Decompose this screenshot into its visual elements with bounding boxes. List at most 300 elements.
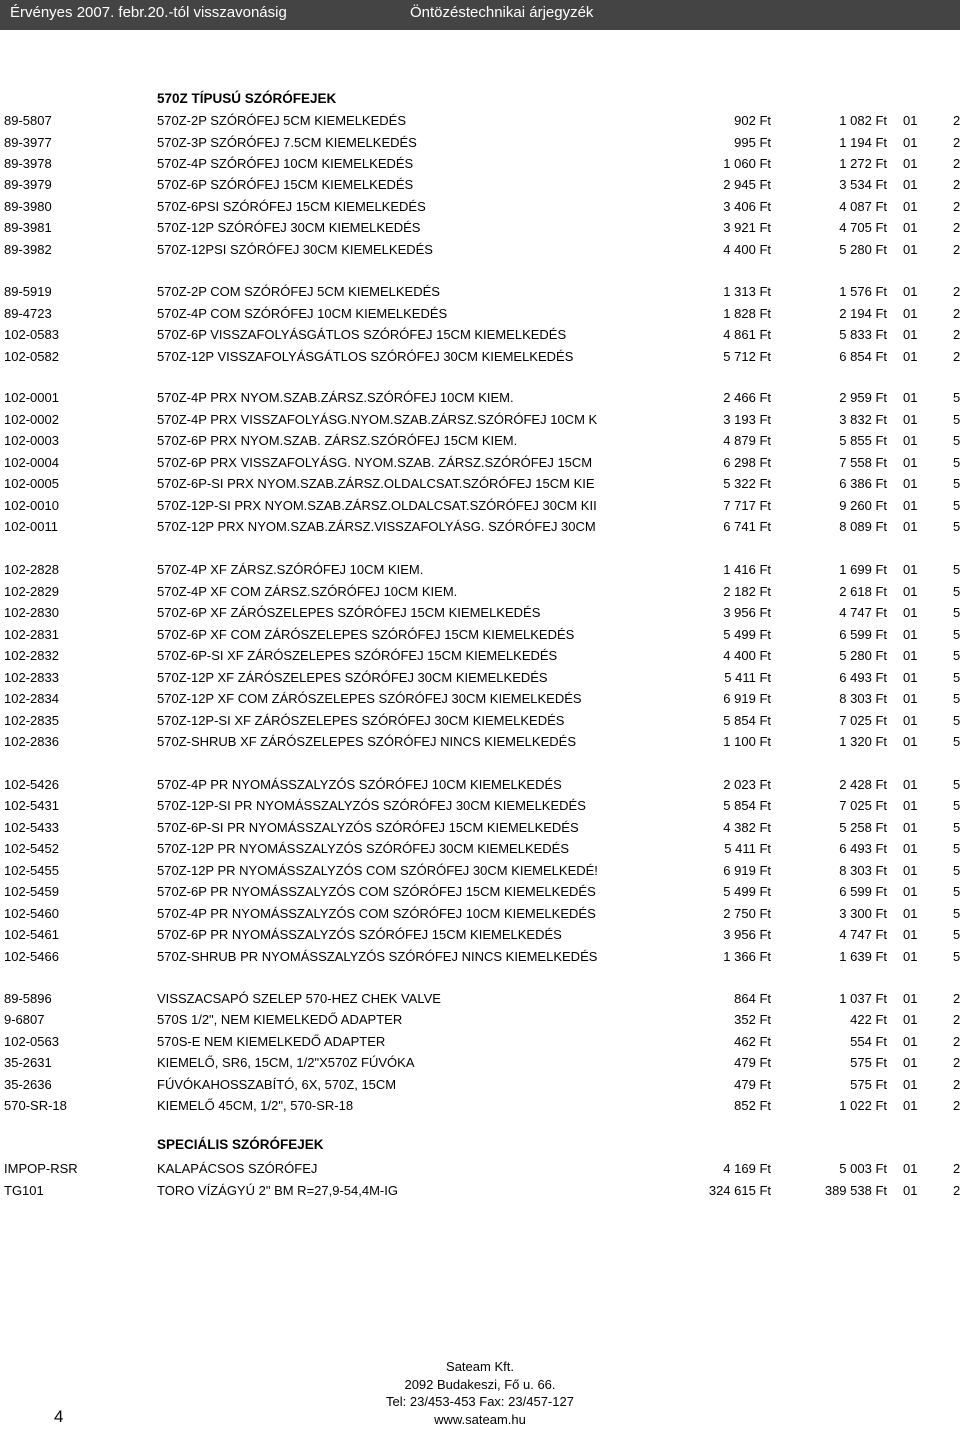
gross-price: 3 832 Ft bbox=[839, 412, 887, 427]
item-code: 102-5426 bbox=[4, 777, 59, 792]
gross-price: 575 Ft bbox=[850, 1077, 887, 1092]
item-group: 01 bbox=[903, 949, 918, 964]
item-code: TG101 bbox=[4, 1183, 44, 1198]
item-group: 01 bbox=[903, 605, 918, 620]
table-row bbox=[0, 990, 960, 1010]
item-code: 102-0005 bbox=[4, 476, 59, 491]
item-code: 102-2831 bbox=[4, 627, 59, 642]
item-category: 2 bbox=[953, 1098, 960, 1113]
table-row bbox=[0, 647, 960, 667]
item-description: 570Z-12P-SI PRX NYOM.SZAB.ZÁRSZ.OLDALCSAT.SZÓRÓFEJ 30CM KII bbox=[157, 498, 597, 513]
table-row bbox=[0, 712, 960, 732]
table-row bbox=[0, 219, 960, 239]
item-category: 5 bbox=[953, 734, 960, 749]
item-description: 570Z-6P-SI XF ZÁRÓSZELEPES SZÓRÓFEJ 15CM KIEMELKEDÉS bbox=[157, 648, 558, 663]
gross-price: 6 493 Ft bbox=[839, 841, 887, 856]
item-group: 01 bbox=[903, 670, 918, 685]
item-description: 570Z-2P SZÓRÓFEJ 5CM KIEMELKEDÉS bbox=[157, 113, 406, 128]
item-group: 01 bbox=[903, 412, 918, 427]
item-category: 2 bbox=[953, 1077, 960, 1092]
gross-price: 3 534 Ft bbox=[839, 177, 887, 192]
net-price: 3 956 Ft bbox=[723, 605, 771, 620]
item-code: 102-5431 bbox=[4, 798, 59, 813]
item-group: 01 bbox=[903, 1012, 918, 1027]
gross-price: 4 087 Ft bbox=[839, 199, 887, 214]
item-category: 2 bbox=[953, 306, 960, 321]
item-code: 102-2828 bbox=[4, 562, 59, 577]
gross-price: 575 Ft bbox=[850, 1055, 887, 1070]
item-category: 2 bbox=[953, 1034, 960, 1049]
item-code: 89-3981 bbox=[4, 220, 52, 235]
gross-price: 3 300 Ft bbox=[839, 906, 887, 921]
item-category: 2 bbox=[953, 1055, 960, 1070]
gross-price: 5 855 Ft bbox=[839, 433, 887, 448]
item-group: 01 bbox=[903, 1034, 918, 1049]
company-footer bbox=[360, 1358, 600, 1428]
net-price: 5 499 Ft bbox=[723, 884, 771, 899]
company-phone: Tel: 23/453-453 Fax: 23/457-127 bbox=[386, 1394, 574, 1409]
section-title-570z: 570Z TÍPUSÚ SZÓRÓFEJEK bbox=[157, 91, 337, 106]
item-category: 5 bbox=[953, 519, 960, 534]
table-row bbox=[0, 283, 960, 303]
item-category: 5 bbox=[953, 670, 960, 685]
gross-price: 6 599 Ft bbox=[839, 627, 887, 642]
item-description: 570Z-SHRUB XF ZÁRÓSZELEPES SZÓRÓFEJ NINCS KIEMELKEDÉS bbox=[157, 734, 576, 749]
gross-price: 4 747 Ft bbox=[839, 605, 887, 620]
net-price: 2 750 Ft bbox=[723, 906, 771, 921]
net-price: 3 406 Ft bbox=[723, 199, 771, 214]
gross-price: 4 747 Ft bbox=[839, 927, 887, 942]
item-description: 570Z-4P PR NYOMÁSSZALYZÓS COM SZÓRÓFEJ 10CM KIEMELKEDÉS bbox=[157, 906, 596, 921]
item-group: 01 bbox=[903, 991, 918, 1006]
item-group: 01 bbox=[903, 156, 918, 171]
gross-price: 5 258 Ft bbox=[839, 820, 887, 835]
item-description: 570Z-12P-SI PR NYOMÁSSZALYZÓS SZÓRÓFEJ 30CM KIEMELKEDÉS bbox=[157, 798, 586, 813]
item-category: 2 bbox=[953, 1183, 960, 1198]
item-description: 570Z-12P XF COM ZÁRÓSZELEPES SZÓRÓFEJ 30CM KIEMELKEDÉS bbox=[157, 691, 582, 706]
table-row bbox=[0, 626, 960, 646]
item-category: 5 bbox=[953, 841, 960, 856]
item-code: 102-0001 bbox=[4, 390, 59, 405]
item-group: 01 bbox=[903, 906, 918, 921]
item-code: 102-5452 bbox=[4, 841, 59, 856]
item-code: 89-5807 bbox=[4, 113, 52, 128]
net-price: 3 193 Ft bbox=[723, 412, 771, 427]
item-description: 570Z-SHRUB PR NYOMÁSSZALYZÓS SZÓRÓFEJ NINCS KIEMELKEDÉS bbox=[157, 949, 598, 964]
net-price: 5 322 Ft bbox=[723, 476, 771, 491]
item-description: 570Z-6P XF COM ZÁRÓSZELEPES SZÓRÓFEJ 15CM KIEMELKEDÉS bbox=[157, 627, 575, 642]
net-price: 4 879 Ft bbox=[723, 433, 771, 448]
gross-price: 422 Ft bbox=[850, 1012, 887, 1027]
item-description: 570Z-4P XF ZÁRSZ.SZÓRÓFEJ 10CM KIEM. bbox=[157, 562, 424, 577]
item-category: 5 bbox=[953, 390, 960, 405]
net-price: 3 956 Ft bbox=[723, 927, 771, 942]
table-row bbox=[0, 840, 960, 860]
item-description: 570Z-12P-SI XF ZÁRÓSZELEPES SZÓRÓFEJ 30CM KIEMELKEDÉS bbox=[157, 713, 565, 728]
item-group: 01 bbox=[903, 841, 918, 856]
item-category: 2 bbox=[953, 113, 960, 128]
gross-price: 2 194 Ft bbox=[839, 306, 887, 321]
item-description: 570S-E NEM KIEMELKEDŐ ADAPTER bbox=[157, 1034, 386, 1049]
item-code: 102-2833 bbox=[4, 670, 59, 685]
item-category: 2 bbox=[953, 327, 960, 342]
net-price: 2 023 Ft bbox=[723, 777, 771, 792]
item-code: 89-3979 bbox=[4, 177, 52, 192]
item-description: 570Z-12P PR NYOMÁSSZALYZÓS COM SZÓRÓFEJ 30CM KIEMELKEDÉ! bbox=[157, 863, 598, 878]
item-group: 01 bbox=[903, 327, 918, 342]
net-price: 479 Ft bbox=[734, 1077, 771, 1092]
item-category: 2 bbox=[953, 220, 960, 235]
item-category: 2 bbox=[953, 991, 960, 1006]
gross-price: 1 022 Ft bbox=[839, 1098, 887, 1113]
item-group: 01 bbox=[903, 220, 918, 235]
item-category: 5 bbox=[953, 691, 960, 706]
item-category: 2 bbox=[953, 135, 960, 150]
item-category: 5 bbox=[953, 498, 960, 513]
gross-price: 8 089 Ft bbox=[839, 519, 887, 534]
item-group: 01 bbox=[903, 519, 918, 534]
gross-price: 389 538 Ft bbox=[824, 1183, 887, 1198]
item-category: 2 bbox=[953, 1161, 960, 1176]
item-code: 102-2830 bbox=[4, 605, 59, 620]
item-description: 570Z-12PSI SZÓRÓFEJ 30CM KIEMELKEDÉS bbox=[157, 242, 433, 257]
table-row bbox=[0, 926, 960, 946]
item-code: 89-3982 bbox=[4, 242, 52, 257]
item-description: 570Z-12P XF ZÁRÓSZELEPES SZÓRÓFEJ 30CM KIEMELKEDÉS bbox=[157, 670, 548, 685]
net-price: 1 416 Ft bbox=[723, 562, 771, 577]
item-category: 5 bbox=[953, 433, 960, 448]
item-code: 102-0011 bbox=[4, 519, 58, 534]
table-row bbox=[0, 475, 960, 495]
item-description: 570Z-12P PRX NYOM.SZAB.ZÁRSZ.VISSZAFOLYÁSG. SZÓRÓFEJ 30CM bbox=[157, 519, 596, 534]
net-price: 864 Ft bbox=[734, 991, 771, 1006]
item-code: 89-3978 bbox=[4, 156, 52, 171]
table-row bbox=[0, 241, 960, 261]
item-description: 570Z-4P COM SZÓRÓFEJ 10CM KIEMELKEDÉS bbox=[157, 306, 448, 321]
item-category: 5 bbox=[953, 476, 960, 491]
item-code: IMPOP-RSR bbox=[4, 1161, 78, 1176]
item-description: 570Z-12P VISSZAFOLYÁSGÁTLOS SZÓRÓFEJ 30CM KIEMELKEDÉS bbox=[157, 349, 574, 364]
item-group: 01 bbox=[903, 927, 918, 942]
item-group: 01 bbox=[903, 433, 918, 448]
item-group: 01 bbox=[903, 1161, 918, 1176]
gross-price: 8 303 Ft bbox=[839, 863, 887, 878]
gross-price: 6 493 Ft bbox=[839, 670, 887, 685]
net-price: 4 400 Ft bbox=[723, 648, 771, 663]
gross-price: 6 599 Ft bbox=[839, 884, 887, 899]
table-row bbox=[0, 733, 960, 753]
section-title-special: SPECIÁLIS SZÓRÓFEJEK bbox=[157, 1137, 324, 1152]
net-price: 7 717 Ft bbox=[723, 498, 771, 513]
item-code: 35-2631 bbox=[4, 1055, 52, 1070]
item-code: 102-2836 bbox=[4, 734, 59, 749]
item-code: 9-6807 bbox=[4, 1012, 45, 1027]
page-header bbox=[0, 0, 960, 30]
item-description: 570Z-6P XF ZÁRÓSZELEPES SZÓRÓFEJ 15CM KIEMELKEDÉS bbox=[157, 605, 541, 620]
table-row bbox=[0, 883, 960, 903]
gross-price: 4 705 Ft bbox=[839, 220, 887, 235]
item-category: 5 bbox=[953, 648, 960, 663]
item-code: 102-5466 bbox=[4, 949, 59, 964]
table-row bbox=[0, 1182, 960, 1202]
net-price: 852 Ft bbox=[734, 1098, 771, 1113]
table-row bbox=[0, 1033, 960, 1053]
item-description: 570S 1/2", NEM KIEMELKEDŐ ADAPTER bbox=[157, 1012, 403, 1027]
item-group: 01 bbox=[903, 177, 918, 192]
gross-price: 5 003 Ft bbox=[839, 1161, 887, 1176]
item-description: VISSZACSAPÓ SZELEP 570-HEZ CHEK VALVE bbox=[157, 991, 441, 1006]
table-row bbox=[0, 198, 960, 218]
net-price: 1 366 Ft bbox=[723, 949, 771, 964]
net-price: 479 Ft bbox=[734, 1055, 771, 1070]
item-group: 01 bbox=[903, 648, 918, 663]
item-description: 570Z-12P SZÓRÓFEJ 30CM KIEMELKEDÉS bbox=[157, 220, 421, 235]
gross-price: 6 386 Ft bbox=[839, 476, 887, 491]
item-category: 5 bbox=[953, 798, 960, 813]
table-row bbox=[0, 348, 960, 368]
item-code: 102-0004 bbox=[4, 455, 59, 470]
document-title: Öntözéstechnikai árjegyzék bbox=[410, 4, 594, 21]
net-price: 902 Ft bbox=[734, 113, 771, 128]
item-code: 102-0583 bbox=[4, 327, 59, 342]
item-code: 102-0563 bbox=[4, 1034, 59, 1049]
item-group: 01 bbox=[903, 476, 918, 491]
net-price: 995 Ft bbox=[734, 135, 771, 150]
validity-text: Érvényes 2007. febr.20.-tól visszavonásig bbox=[10, 4, 287, 21]
table-row bbox=[0, 1097, 960, 1117]
item-group: 01 bbox=[903, 691, 918, 706]
item-description: 570Z-6P-SI PRX NYOM.SZAB.ZÁRSZ.OLDALCSAT.SZÓRÓFEJ 15CM KIE bbox=[157, 476, 595, 491]
net-price: 2 182 Ft bbox=[723, 584, 771, 599]
gross-price: 5 280 Ft bbox=[839, 242, 887, 257]
item-code: 102-2829 bbox=[4, 584, 59, 599]
item-code: 102-5461 bbox=[4, 927, 59, 942]
item-description: KIEMELŐ 45CM, 1/2", 570-SR-18 bbox=[157, 1098, 354, 1113]
table-row bbox=[0, 134, 960, 154]
table-row bbox=[0, 948, 960, 968]
item-description: 570Z-6P PR NYOMÁSSZALYZÓS COM SZÓRÓFEJ 15CM KIEMELKEDÉS bbox=[157, 884, 596, 899]
gross-price: 2 428 Ft bbox=[839, 777, 887, 792]
net-price: 5 854 Ft bbox=[723, 713, 771, 728]
item-group: 01 bbox=[903, 306, 918, 321]
item-description: 570Z-4P PR NYOMÁSSZALYZÓS SZÓRÓFEJ 10CM KIEMELKEDÉS bbox=[157, 777, 562, 792]
company-name: Sateam Kft. bbox=[446, 1359, 514, 1374]
table-row bbox=[0, 862, 960, 882]
net-price: 1 060 Ft bbox=[723, 156, 771, 171]
net-price: 4 169 Ft bbox=[723, 1161, 771, 1176]
net-price: 2 466 Ft bbox=[723, 390, 771, 405]
net-price: 462 Ft bbox=[734, 1034, 771, 1049]
net-price: 5 712 Ft bbox=[723, 349, 771, 364]
gross-price: 1 272 Ft bbox=[839, 156, 887, 171]
item-category: 5 bbox=[953, 455, 960, 470]
item-group: 01 bbox=[903, 390, 918, 405]
item-group: 01 bbox=[903, 884, 918, 899]
item-category: 5 bbox=[953, 713, 960, 728]
item-code: 89-3980 bbox=[4, 199, 52, 214]
item-category: 5 bbox=[953, 562, 960, 577]
gross-price: 1 194 Ft bbox=[839, 135, 887, 150]
table-row bbox=[0, 1160, 960, 1180]
gross-price: 1 639 Ft bbox=[839, 949, 887, 964]
net-price: 2 945 Ft bbox=[723, 177, 771, 192]
item-description: 570Z-4P SZÓRÓFEJ 10CM KIEMELKEDÉS bbox=[157, 156, 414, 171]
table-row bbox=[0, 905, 960, 925]
net-price: 5 499 Ft bbox=[723, 627, 771, 642]
net-price: 6 298 Ft bbox=[723, 455, 771, 470]
net-price: 1 100 Ft bbox=[723, 734, 771, 749]
item-code: 102-0582 bbox=[4, 349, 59, 364]
item-group: 01 bbox=[903, 1077, 918, 1092]
table-row bbox=[0, 604, 960, 624]
item-description: 570Z-6P PRX NYOM.SZAB. ZÁRSZ.SZÓRÓFEJ 15CM KIEM. bbox=[157, 433, 518, 448]
item-category: 2 bbox=[953, 284, 960, 299]
item-description: 570Z-2P COM SZÓRÓFEJ 5CM KIEMELKEDÉS bbox=[157, 284, 440, 299]
table-row bbox=[0, 454, 960, 474]
item-group: 01 bbox=[903, 455, 918, 470]
gross-price: 1 320 Ft bbox=[839, 734, 887, 749]
gross-price: 5 280 Ft bbox=[839, 648, 887, 663]
item-description: 570Z-6P VISSZAFOLYÁSGÁTLOS SZÓRÓFEJ 15CM KIEMELKEDÉS bbox=[157, 327, 567, 342]
item-description: TORO VÍZÁGYÚ 2" BM R=27,9-54,4M-IG bbox=[157, 1183, 398, 1198]
item-category: 5 bbox=[953, 412, 960, 427]
item-code: 102-0003 bbox=[4, 433, 59, 448]
table-row bbox=[0, 797, 960, 817]
gross-price: 8 303 Ft bbox=[839, 691, 887, 706]
item-group: 01 bbox=[903, 284, 918, 299]
item-code: 102-5433 bbox=[4, 820, 59, 835]
item-category: 2 bbox=[953, 156, 960, 171]
net-price: 3 921 Ft bbox=[723, 220, 771, 235]
table-row bbox=[0, 305, 960, 325]
item-category: 5 bbox=[953, 884, 960, 899]
item-group: 01 bbox=[903, 113, 918, 128]
item-code: 102-5459 bbox=[4, 884, 59, 899]
item-category: 2 bbox=[953, 349, 960, 364]
table-row bbox=[0, 112, 960, 132]
item-category: 5 bbox=[953, 906, 960, 921]
item-code: 89-5919 bbox=[4, 284, 52, 299]
item-group: 01 bbox=[903, 777, 918, 792]
item-group: 01 bbox=[903, 734, 918, 749]
item-category: 5 bbox=[953, 820, 960, 835]
item-code: 102-0010 bbox=[4, 498, 59, 513]
item-code: 102-0002 bbox=[4, 412, 59, 427]
item-group: 01 bbox=[903, 1055, 918, 1070]
item-category: 5 bbox=[953, 584, 960, 599]
net-price: 6 919 Ft bbox=[723, 691, 771, 706]
item-group: 01 bbox=[903, 627, 918, 642]
table-row bbox=[0, 155, 960, 175]
gross-price: 2 959 Ft bbox=[839, 390, 887, 405]
company-web: www.sateam.hu bbox=[434, 1411, 526, 1427]
item-description: 570Z-4P PRX VISSZAFOLYÁSG.NYOM.SZAB.ZÁRSZ.SZÓRÓFEJ 10CM K bbox=[157, 412, 598, 427]
gross-price: 1 576 Ft bbox=[839, 284, 887, 299]
item-category: 5 bbox=[953, 927, 960, 942]
net-price: 5 854 Ft bbox=[723, 798, 771, 813]
table-row bbox=[0, 432, 960, 452]
item-category: 2 bbox=[953, 242, 960, 257]
gross-price: 6 854 Ft bbox=[839, 349, 887, 364]
item-group: 01 bbox=[903, 820, 918, 835]
item-group: 01 bbox=[903, 498, 918, 513]
gross-price: 9 260 Ft bbox=[839, 498, 887, 513]
item-code: 89-5896 bbox=[4, 991, 52, 1006]
item-category: 5 bbox=[953, 627, 960, 642]
table-row bbox=[0, 1011, 960, 1031]
item-description: KALAPÁCSOS SZÓRÓFEJ bbox=[157, 1161, 318, 1176]
item-category: 5 bbox=[953, 949, 960, 964]
table-row bbox=[0, 1054, 960, 1074]
item-description: 570Z-3P SZÓRÓFEJ 7.5CM KIEMELKEDÉS bbox=[157, 135, 417, 150]
gross-price: 2 618 Ft bbox=[839, 584, 887, 599]
item-description: 570Z-6P-SI PR NYOMÁSSZALYZÓS SZÓRÓFEJ 15CM KIEMELKEDÉS bbox=[157, 820, 579, 835]
item-category: 5 bbox=[953, 863, 960, 878]
item-category: 5 bbox=[953, 605, 960, 620]
item-group: 01 bbox=[903, 584, 918, 599]
table-row bbox=[0, 518, 960, 538]
item-description: FÚVÓKAHOSSZABÍTÓ, 6X, 570Z, 15CM bbox=[157, 1077, 397, 1092]
gross-price: 1 037 Ft bbox=[839, 991, 887, 1006]
table-row bbox=[0, 669, 960, 689]
table-row bbox=[0, 690, 960, 710]
item-description: 570Z-6PSI SZÓRÓFEJ 15CM KIEMELKEDÉS bbox=[157, 199, 426, 214]
item-group: 01 bbox=[903, 713, 918, 728]
item-description: 570Z-12P PR NYOMÁSSZALYZÓS SZÓRÓFEJ 30CM KIEMELKEDÉS bbox=[157, 841, 570, 856]
table-row bbox=[0, 411, 960, 431]
item-group: 01 bbox=[903, 1183, 918, 1198]
table-row bbox=[0, 776, 960, 796]
table-row bbox=[0, 326, 960, 346]
company-address: 2092 Budakeszi, Fő u. 66. bbox=[404, 1376, 556, 1392]
item-category: 2 bbox=[953, 177, 960, 192]
table-row bbox=[0, 819, 960, 839]
item-description: KIEMELŐ, SR6, 15CM, 1/2"X570Z FÚVÓKA bbox=[157, 1055, 415, 1070]
table-row bbox=[0, 561, 960, 581]
item-group: 01 bbox=[903, 135, 918, 150]
net-price: 6 919 Ft bbox=[723, 863, 771, 878]
item-code: 102-2834 bbox=[4, 691, 59, 706]
item-group: 01 bbox=[903, 199, 918, 214]
item-description: 570Z-6P SZÓRÓFEJ 15CM KIEMELKEDÉS bbox=[157, 177, 414, 192]
item-category: 2 bbox=[953, 1012, 960, 1027]
item-category: 5 bbox=[953, 777, 960, 792]
net-price: 5 411 Ft bbox=[724, 670, 771, 685]
item-code: 102-2835 bbox=[4, 713, 59, 728]
net-price: 1 313 Ft bbox=[723, 284, 771, 299]
net-price: 1 828 Ft bbox=[723, 306, 771, 321]
net-price: 4 382 Ft bbox=[723, 820, 771, 835]
item-code: 35-2636 bbox=[4, 1077, 52, 1092]
gross-price: 1 699 Ft bbox=[839, 562, 887, 577]
item-group: 01 bbox=[903, 562, 918, 577]
item-code: 102-5460 bbox=[4, 906, 59, 921]
item-description: 570Z-6P PR NYOMÁSSZALYZÓS SZÓRÓFEJ 15CM KIEMELKEDÉS bbox=[157, 927, 562, 942]
net-price: 6 741 Ft bbox=[723, 519, 771, 534]
gross-price: 7 025 Ft bbox=[839, 798, 887, 813]
gross-price: 7 025 Ft bbox=[839, 713, 887, 728]
gross-price: 7 558 Ft bbox=[839, 455, 887, 470]
item-description: 570Z-6P PRX VISSZAFOLYÁSG. NYOM.SZAB. ZÁRSZ.SZÓRÓFEJ 15CM bbox=[157, 455, 593, 470]
net-price: 4 400 Ft bbox=[723, 242, 771, 257]
table-row bbox=[0, 389, 960, 409]
item-group: 01 bbox=[903, 1098, 918, 1113]
item-group: 01 bbox=[903, 798, 918, 813]
item-category: 2 bbox=[953, 199, 960, 214]
table-row bbox=[0, 176, 960, 196]
item-code: 89-3977 bbox=[4, 135, 52, 150]
gross-price: 1 082 Ft bbox=[839, 113, 887, 128]
